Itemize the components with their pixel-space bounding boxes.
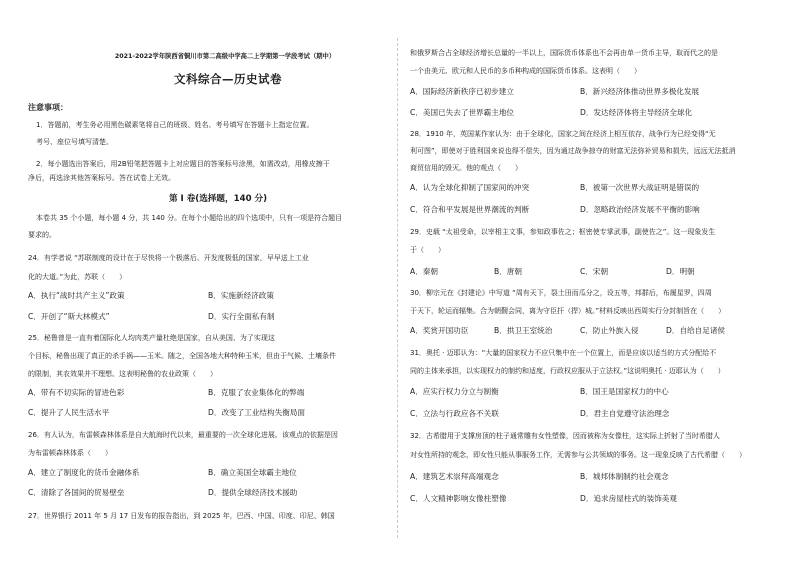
q28-stem-line-3: 商贸信用的毁灭。他的观点（ ） (410, 164, 522, 172)
q25-stem-line-3: 的限制，其农效果并不理想。这表明秘鲁的农业政策（ ） (28, 370, 217, 378)
q28-option-c[interactable]: C．符合和平发展是世界潮流的判断 (410, 205, 530, 214)
q24-option-d[interactable]: D．实行全面私有制 (208, 312, 275, 321)
q31-option-b[interactable]: B．国王是国家权力的中心 (580, 387, 669, 396)
paper-title: 文科综合—历史试卷 (174, 72, 282, 86)
q25-option-b[interactable]: B．克服了农业集体化的弊端 (208, 388, 305, 397)
q26-option-b[interactable]: B．确立美国全球霸主地位 (208, 468, 297, 477)
q24-stem-line-1: 24．有学者说 “苏联制度的设计在于尽快将一个极落后、开发度极低的国家，早早送上工业 (28, 254, 309, 262)
notes-item-1-line-1: 1．答题前，考生务必用黑色碳素笔将自己的班级、姓名、考号填写在答题卡上指定位置。 (36, 121, 314, 129)
notes-item-1-line-2: 考号、座位号填写清楚。 (36, 138, 113, 146)
q25-option-d[interactable]: D．改变了工业结构失衡局面 (208, 408, 305, 417)
notes-item-2-line-2: 净后，再选涂其他答案标号。答在试卷上无效。 (28, 174, 175, 182)
q26-stem-line-2: 为布雷顿森林体系（ ） (28, 449, 112, 457)
q24-option-a[interactable]: A．执行“战时共产主义”政策 (28, 291, 125, 300)
q26-option-a[interactable]: A．建立了制度化的货币金融体系 (28, 468, 140, 477)
q29-option-c[interactable]: C．宋朝 (580, 267, 609, 276)
q24-option-c[interactable]: C．开创了“斯大林模式” (28, 312, 110, 321)
q27-stem-line-1: 27．世界银行 2011 年 5 月 17 日发布的报告指出，到 2025 年，巴西、中国、印度、印尼、韩国 (28, 512, 335, 520)
q28-option-a[interactable]: A．认为全球化抑制了国家间的冲突 (410, 183, 530, 192)
q32-option-c[interactable]: C．人文精神影响女像柱塑像 (410, 494, 507, 503)
q31-option-a[interactable]: A．应实行权力分立与制衡 (410, 387, 499, 396)
q31-option-d[interactable]: D．君主自觉遵守法治理念 (580, 409, 670, 418)
q29-stem-line-2: 于（ ） (410, 246, 445, 254)
q25-option-a[interactable]: A．带有不切实际的冒进色彩 (28, 388, 125, 397)
q26-option-c[interactable]: C．清除了各国间的贸易壁垒 (28, 488, 125, 497)
q24-stem-line-2: 化的大道。”为此，苏联（ ） (28, 273, 127, 281)
q25-stem-line-1: 25．秘鲁曾是一直有着国际化人均肉类产量杜绝是国家，自从美国、为了实现这 (28, 334, 275, 342)
q30-stem-line-1: 30．柳宗元在《封建论》中写道 “周有天下，裂土田而瓜分之，设五等，邦群后，布履星罗，四周 (410, 289, 712, 297)
q27-option-b[interactable]: B．新兴经济体推动世界多极化发展 (580, 87, 700, 96)
q24-option-b[interactable]: B．实施新经济政策 (208, 291, 274, 300)
q31-stem-line-1: 31．奥托 · 迈耶认为：“大量的国家权力不应只集中在一个位置上，而是应该以适当的方式分配给不 (410, 349, 717, 357)
part1-intro-line-1: 本卷共 35 个小题，每小题 4 分，共 140 分。在每个小题给出的四个选项中，只有一项是符合题目 (36, 214, 343, 222)
q26-option-d[interactable]: D．提供全球经济技术援助 (208, 488, 298, 497)
q32-option-d[interactable]: D．追求房屋柱式的装饰美观 (580, 494, 677, 503)
q30-option-c[interactable]: C．防止外族入侵 (580, 326, 639, 335)
q28-option-d[interactable]: D．忽略政治经济发展不平衡的影响 (580, 205, 700, 214)
q31-stem-line-2: 同的主体来承担，以实现权力的制约和适度，行政权应服从于立法权。”这说明奥托 · 迈耶认为（ ） (410, 367, 725, 375)
q27-option-a[interactable]: A．国际经济新秩序已初步建立 (410, 87, 514, 96)
q27-stem-line-2: 和俄罗斯合占全球经济增长总量的一半以上，国际货币体系也不会再由单一货币主导，取而代之的是 (410, 49, 718, 57)
q32-option-b[interactable]: B．城邦体制制约社会观念 (580, 472, 669, 481)
notes-item-2-line-1: 2．每小题选出答案后，用2B铅笔把答题卡上对应题目的答案标号涂黑，如需改动，用橡皮擦干 (36, 160, 330, 168)
q30-option-a[interactable]: A．奖赏开国功臣 (410, 326, 469, 335)
q27-option-d[interactable]: D．发达经济体将主导经济全球化 (580, 108, 693, 117)
q29-option-d[interactable]: D．明朝 (666, 267, 695, 276)
q32-stem-line-1: 32．古希腊用于支撑房顶的柱子通常雕有女性塑像，因而被称为女像柱，这实际上折射了当时希腊人 (410, 432, 720, 440)
exam-header: 2021-2022学年陕西省铜川市第二高级中学高二上学期第一学段考试（期中） (114, 53, 336, 60)
q30-option-d[interactable]: D．自给自足诸侯 (666, 326, 726, 335)
q29-option-a[interactable]: A．秦朝 (410, 267, 438, 276)
notes-heading: 注意事项： (28, 103, 68, 112)
q29-option-b[interactable]: B．唐朝 (494, 267, 522, 276)
q29-stem-line-1: 29．史载 “太祖受命，以宰相主文事，参知政事佐之；枢密使专掌武事，副使佐之”。这一现象发生 (410, 228, 716, 236)
q25-option-c[interactable]: C．提升了人民生活水平 (28, 408, 110, 417)
q32-option-a[interactable]: A．建筑艺术崇拜高端观念 (410, 472, 499, 481)
q30-option-b[interactable]: B．拱卫王室统治 (494, 326, 553, 335)
q26-stem-line-1: 26．有人认为，布雷顿森林体系是自大航海时代以来，最重要的一次全球化进展。该观点的依据是因 (28, 431, 338, 439)
fold-line (397, 38, 398, 538)
q31-option-c[interactable]: C．立法与行政应各不关联 (410, 409, 499, 418)
part1-heading: 第 I 卷(选择题，140 分) (168, 194, 268, 204)
q28-stem-line-1: 28．1910 年，英国某作家认为：由于全球化，国家之间在经济上相互依存，战争行为已经变得“无 (410, 130, 716, 138)
q25-stem-line-2: 个目标，秘鲁出现了真正的杀手祸——玉米。随之，全国各地大种特种玉米，但由于气候、土壤条件 (28, 352, 336, 360)
q30-stem-line-2: 于天下，轮运而辐集。合为朝觐会同，离为守臣扞（捍）城。”材料反映出西周实行分封制旨在（ ） (410, 307, 726, 315)
q27-stem-line-3: 一个由美元、欧元和人民币的多币种构成的国际货币体系。这表明（ ） (410, 67, 641, 75)
q28-stem-line-2: 利可图”，即使对于胜利国来说也得不偿失，因为通过战争掠夺的财富无法弥补贸易和损失，远远无法抵消 (410, 147, 736, 155)
q28-option-b[interactable]: B．被第一次世界大战证明是错误的 (580, 183, 700, 192)
q27-option-c[interactable]: C．美国已失去了世界霸主地位 (410, 108, 515, 117)
q32-stem-line-2: 对女性所持的观念，即女性只能从事服务工作，无需参与公共领域的事务。这一现象反映了古代希腊（ ） (410, 451, 746, 459)
part1-intro-line-2: 要求的。 (28, 231, 56, 239)
